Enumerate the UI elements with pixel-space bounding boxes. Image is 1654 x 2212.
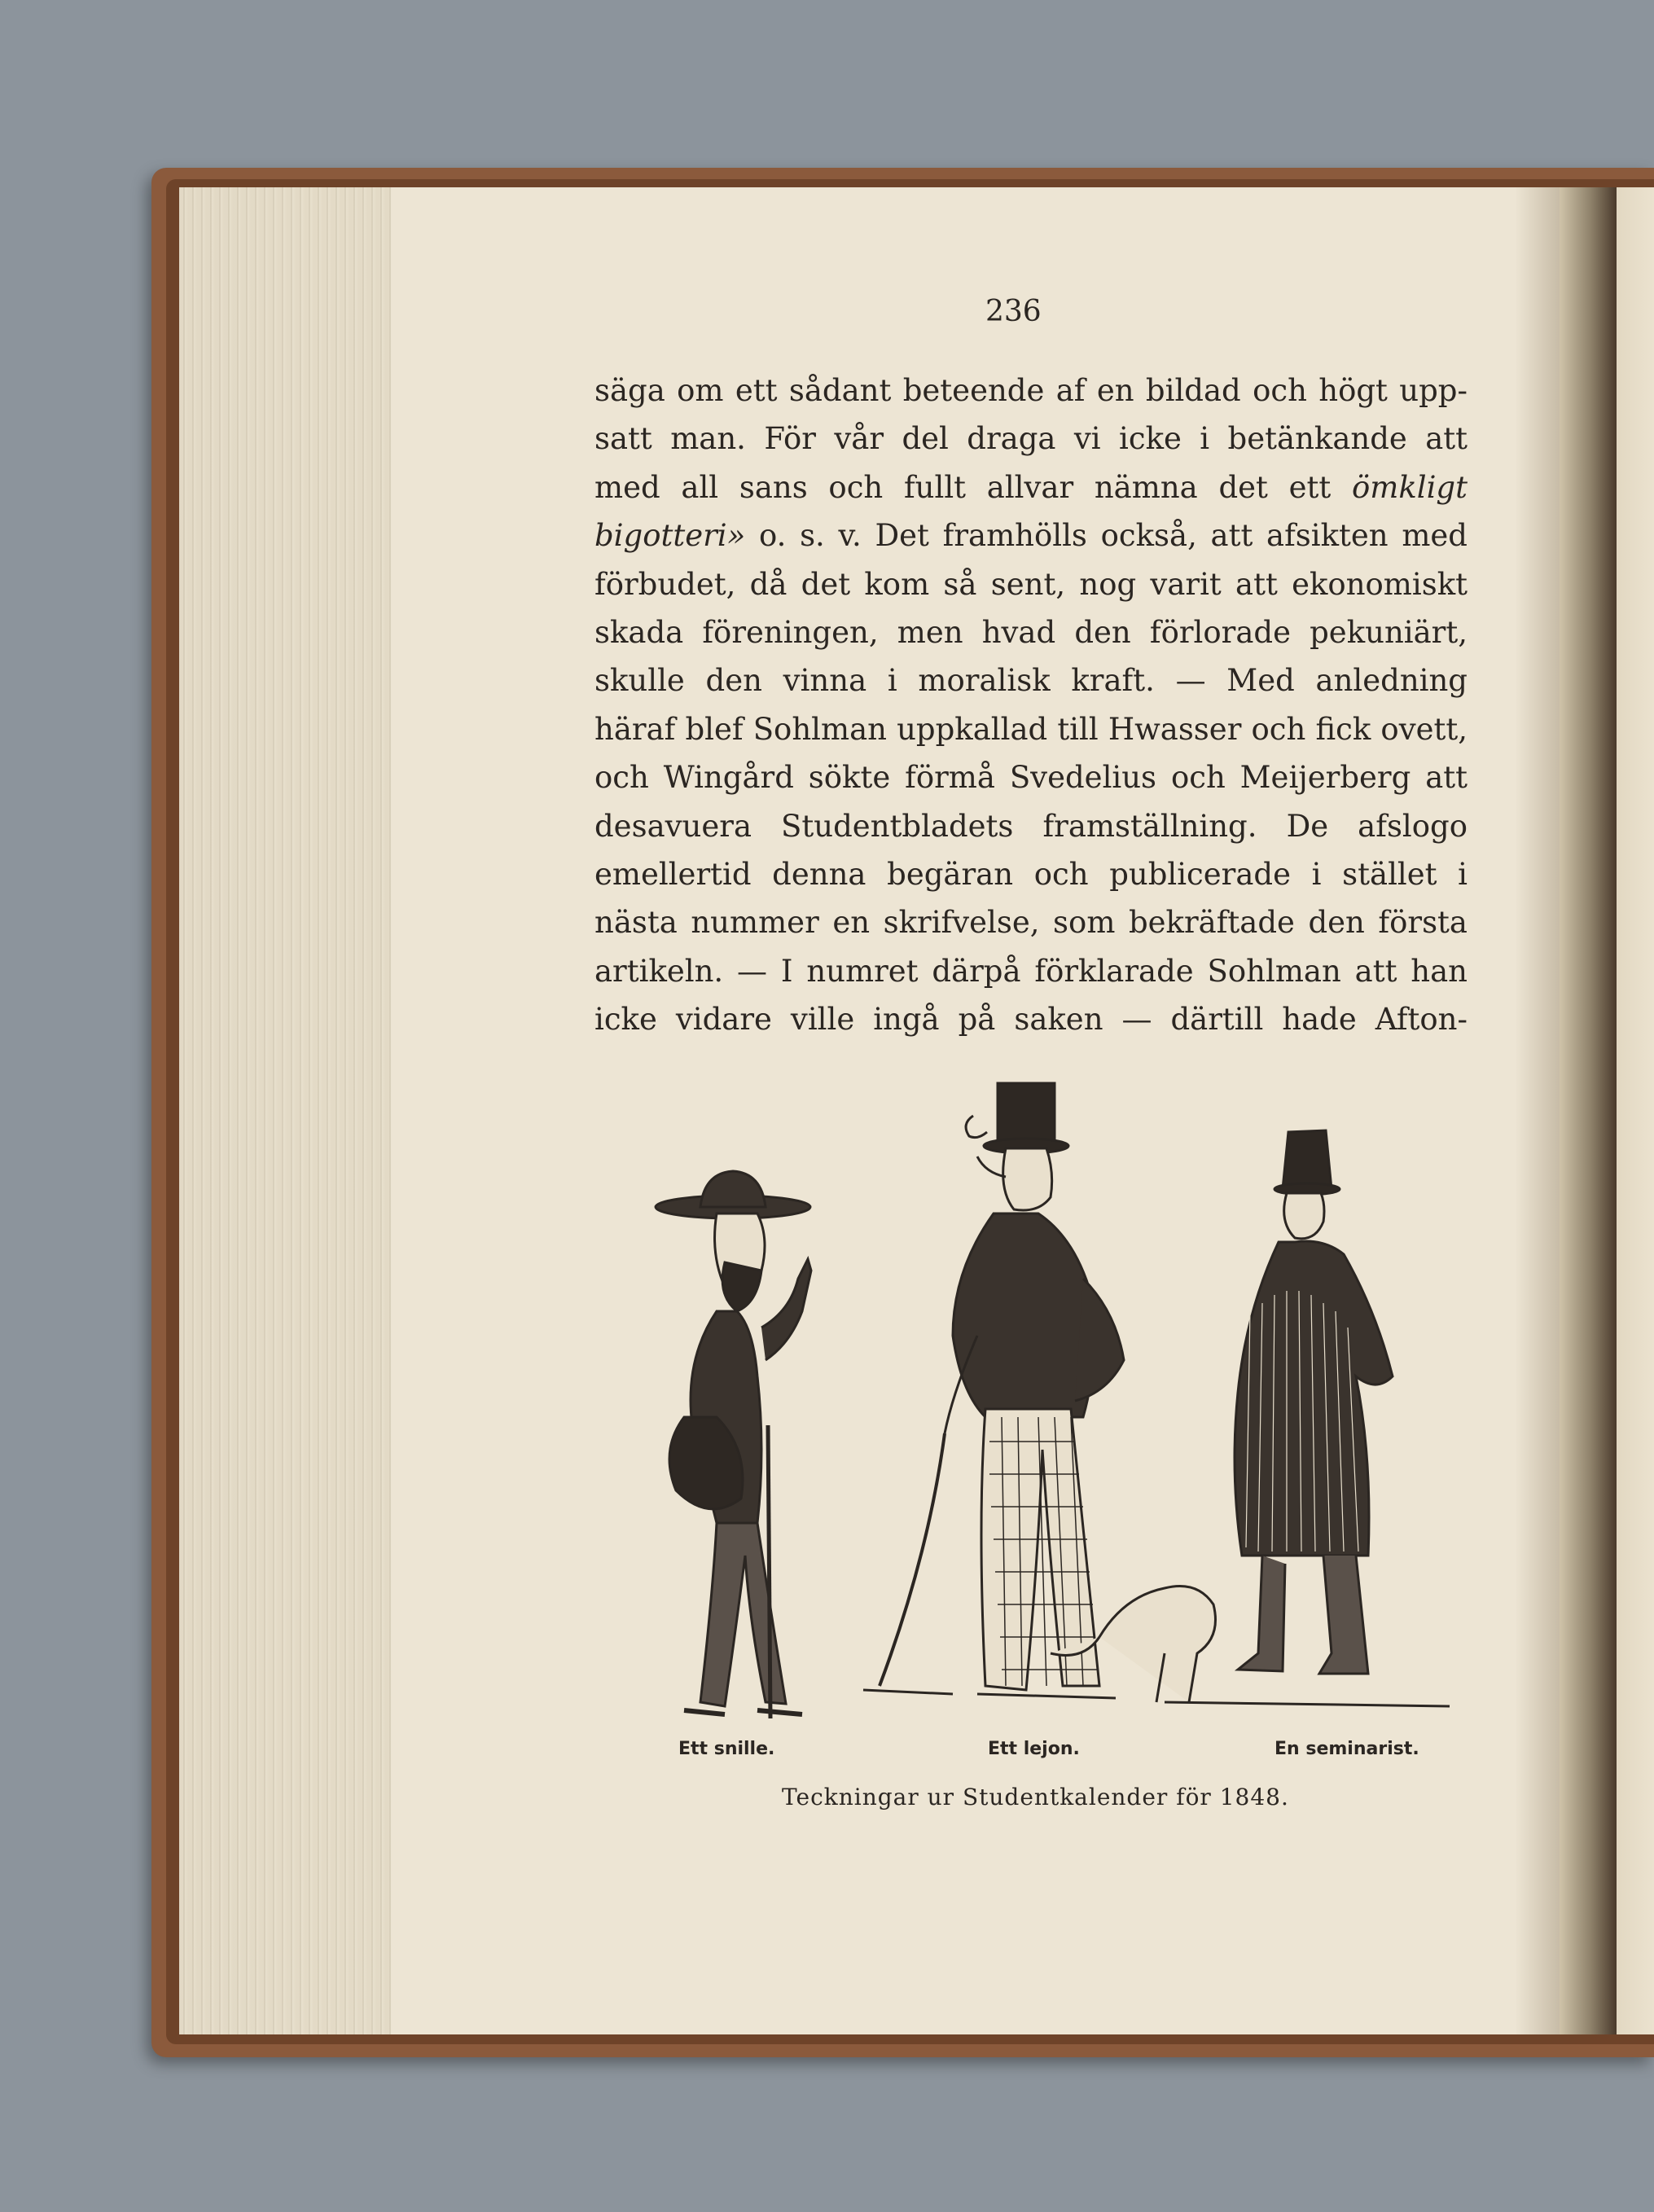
figure-illustration bbox=[594, 1067, 1468, 1751]
text-line: förbudet, då det kom så sent, nog varit att ekonomiskt bbox=[594, 566, 1468, 602]
figure-label-seminarist: En seminarist. bbox=[1275, 1739, 1419, 1759]
text-line: desavuera Studentbladets framställning. De afslogo bbox=[594, 808, 1468, 844]
text-line bbox=[594, 511, 1468, 560]
page-edges bbox=[179, 187, 391, 2034]
engraving-drawing bbox=[594, 1067, 1468, 1751]
italic-run: ömkligt bbox=[1351, 469, 1468, 505]
text-line: häraf blef Sohlman uppkallad till Hwasser och fick ovett, bbox=[594, 711, 1468, 747]
body-text bbox=[594, 366, 1468, 1043]
figure-label-genius: Ett snille. bbox=[678, 1739, 775, 1759]
text-line bbox=[594, 463, 1468, 511]
text-line: satt man. För vår del draga vi icke i betänkande att bbox=[594, 421, 1468, 457]
text-run: o. s. v. Det framhölls också, att afsikten med bbox=[745, 518, 1468, 554]
text-line: nästa nummer en skrifvelse, som bekräftade den första bbox=[594, 905, 1468, 941]
text-line: icke vidare ville ingå på saken — därtill hade Afton- bbox=[594, 1002, 1468, 1038]
figure-caption: Teckningar ur Studentkalender för 1848. bbox=[782, 1784, 1289, 1810]
text-line: skada föreningen, men hvad den förlorade pekuniärt, bbox=[594, 614, 1468, 650]
italic-run: bigotteri» bbox=[594, 518, 746, 554]
text-line: och Wingård sökte förmå Svedelius och Meijerberg att bbox=[594, 760, 1468, 796]
figure-genius bbox=[656, 1171, 811, 1718]
page-gutter bbox=[1560, 187, 1617, 2034]
figure-lion bbox=[863, 1083, 1216, 1702]
text-line: artikeln. — I numret därpå förklarade Sohlman att han bbox=[594, 953, 1468, 989]
figure-label-lion: Ett lejon. bbox=[988, 1739, 1080, 1759]
text-run: med all sans och fullt allvar nämna det ett bbox=[594, 469, 1352, 505]
text-line: skulle den vinna i moralisk kraft. — Med anledning bbox=[594, 663, 1468, 699]
text-line: emellertid denna begäran och publicerade i stället i bbox=[594, 856, 1468, 892]
text-line: säga om ett sådant beteende af en bildad och högt upp- bbox=[594, 373, 1468, 408]
page-number: 236 bbox=[985, 295, 1042, 328]
